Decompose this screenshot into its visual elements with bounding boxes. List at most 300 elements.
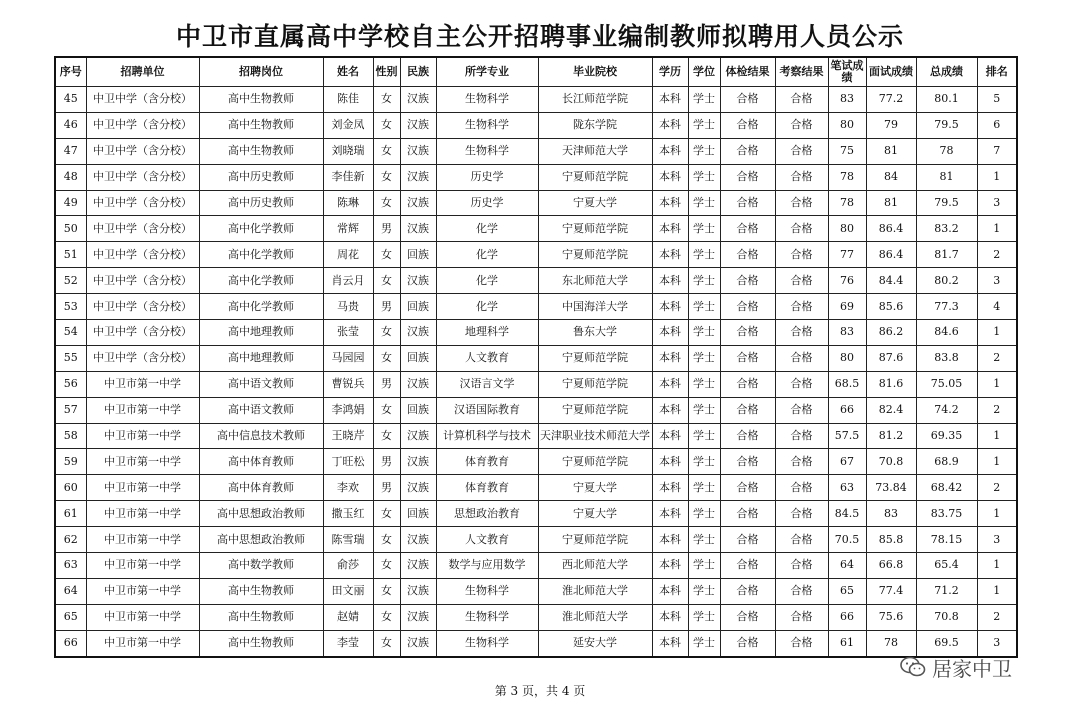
table-cell: 79 — [866, 112, 916, 138]
table-cell: 56 — [55, 371, 86, 397]
table-cell: 80 — [828, 345, 866, 371]
table-cell: 高中地理教师 — [199, 345, 323, 371]
table-cell: 50 — [55, 216, 86, 242]
table-cell: 中卫市第一中学 — [86, 449, 199, 475]
table-cell: 高中化学教师 — [199, 242, 323, 268]
column-header: 性别 — [373, 57, 400, 87]
table-cell: 张莹 — [323, 320, 373, 346]
table-cell: 本科 — [652, 345, 688, 371]
table-cell: 长江师范学院 — [538, 87, 652, 113]
table-cell: 合格 — [720, 112, 775, 138]
table-cell: 汉族 — [400, 268, 436, 294]
table-cell: 75.05 — [916, 371, 977, 397]
table-cell: 3 — [977, 190, 1017, 216]
table-cell: 男 — [373, 294, 400, 320]
table-cell: 中卫中学（含分校） — [86, 138, 199, 164]
table-cell: 合格 — [775, 553, 828, 579]
column-header: 民族 — [400, 57, 436, 87]
table-cell: 汉族 — [400, 320, 436, 346]
table-cell: 学士 — [688, 294, 720, 320]
table-cell: 生物科学 — [436, 112, 538, 138]
table-cell: 81 — [916, 164, 977, 190]
table-cell: 高中历史教师 — [199, 190, 323, 216]
table-cell: 64 — [55, 578, 86, 604]
table-cell: 天津职业技术师范大学 — [538, 423, 652, 449]
page-footer: 第 3 页，共 4 页 — [494, 684, 586, 698]
table-cell: 60 — [55, 475, 86, 501]
table-cell: 中卫市第一中学 — [86, 578, 199, 604]
table-cell: 本科 — [652, 190, 688, 216]
table-cell: 高中信息技术教师 — [199, 423, 323, 449]
table-cell: 学士 — [688, 138, 720, 164]
table-cell: 61 — [828, 630, 866, 656]
column-header: 姓名 — [323, 57, 373, 87]
table-cell: 本科 — [652, 449, 688, 475]
table-cell: 汉族 — [400, 164, 436, 190]
table-cell: 宁夏师范学院 — [538, 449, 652, 475]
column-header: 体检结果 — [720, 57, 775, 87]
table-cell: 73.84 — [866, 475, 916, 501]
table-cell: 77.4 — [866, 578, 916, 604]
table-cell: 合格 — [775, 630, 828, 656]
table-cell: 合格 — [720, 578, 775, 604]
table-cell: 学士 — [688, 604, 720, 630]
table-row — [55, 578, 1017, 604]
table-cell: 合格 — [775, 397, 828, 423]
table-cell: 63 — [828, 475, 866, 501]
table-cell: 55 — [55, 345, 86, 371]
column-header: 所学专业 — [436, 57, 538, 87]
table-cell: 3 — [977, 527, 1017, 553]
table-cell: 80.2 — [916, 268, 977, 294]
table-cell: 周花 — [323, 242, 373, 268]
table-cell: 学士 — [688, 268, 720, 294]
table-row — [55, 553, 1017, 579]
table-cell: 70.8 — [916, 604, 977, 630]
table-cell: 学士 — [688, 475, 720, 501]
table-cell: 80 — [828, 112, 866, 138]
table-cell: 合格 — [720, 501, 775, 527]
table-cell: 合格 — [720, 320, 775, 346]
table-cell: 70.8 — [866, 449, 916, 475]
table-cell: 合格 — [720, 164, 775, 190]
table-cell: 学士 — [688, 449, 720, 475]
table-cell: 合格 — [720, 190, 775, 216]
table-cell: 高中生物教师 — [199, 138, 323, 164]
table-cell: 计算机科学与技术 — [436, 423, 538, 449]
table-row — [55, 164, 1017, 190]
table-cell: 中卫市第一中学 — [86, 397, 199, 423]
column-header: 面试成绩 — [866, 57, 916, 87]
table-row — [55, 216, 1017, 242]
table-cell: 汉族 — [400, 527, 436, 553]
table-cell: 生物科学 — [436, 578, 538, 604]
table-cell: 83.8 — [916, 345, 977, 371]
table-cell: 合格 — [720, 87, 775, 113]
table-cell: 化学 — [436, 294, 538, 320]
table-cell: 本科 — [652, 87, 688, 113]
table-cell: 马园园 — [323, 345, 373, 371]
table-cell: 生物科学 — [436, 138, 538, 164]
table-cell: 陈琳 — [323, 190, 373, 216]
table-cell: 86.4 — [866, 216, 916, 242]
table-cell: 学士 — [688, 190, 720, 216]
table-cell: 高中思想政治教师 — [199, 527, 323, 553]
table-cell: 学士 — [688, 553, 720, 579]
table-cell: 高中语文教师 — [199, 371, 323, 397]
table-cell: 本科 — [652, 553, 688, 579]
table-cell: 女 — [373, 630, 400, 656]
table-cell: 86.4 — [866, 242, 916, 268]
table-cell: 83 — [828, 87, 866, 113]
table-cell: 人文教育 — [436, 527, 538, 553]
table-cell: 宁夏师范学院 — [538, 371, 652, 397]
table-cell: 76 — [828, 268, 866, 294]
table-cell: 鲁东大学 — [538, 320, 652, 346]
table-cell: 合格 — [720, 449, 775, 475]
table-cell: 女 — [373, 164, 400, 190]
table-cell: 体育教育 — [436, 475, 538, 501]
table-cell: 83 — [866, 501, 916, 527]
table-cell: 汉族 — [400, 112, 436, 138]
table-cell: 历史学 — [436, 164, 538, 190]
table-cell: 81 — [866, 138, 916, 164]
table-cell: 57.5 — [828, 423, 866, 449]
table-cell: 汉族 — [400, 138, 436, 164]
table-cell: 合格 — [775, 604, 828, 630]
table-cell: 66 — [55, 630, 86, 656]
table-cell: 70.5 — [828, 527, 866, 553]
table-cell: 天津师范大学 — [538, 138, 652, 164]
table-cell: 高中语文教师 — [199, 397, 323, 423]
table-cell: 女 — [373, 112, 400, 138]
table-cell: 淮北师范大学 — [538, 578, 652, 604]
table-cell: 宁夏师范学院 — [538, 242, 652, 268]
table-cell: 人文教育 — [436, 345, 538, 371]
table-row — [55, 475, 1017, 501]
table-cell: 合格 — [720, 604, 775, 630]
table-cell: 中卫中学（含分校） — [86, 190, 199, 216]
table-cell: 本科 — [652, 578, 688, 604]
table-cell: 78.15 — [916, 527, 977, 553]
table-cell: 中卫市第一中学 — [86, 423, 199, 449]
table-cell: 学士 — [688, 87, 720, 113]
table-row — [55, 345, 1017, 371]
table-cell: 合格 — [720, 138, 775, 164]
table-cell: 回族 — [400, 501, 436, 527]
table-cell: 中国海洋大学 — [538, 294, 652, 320]
column-header: 学历 — [652, 57, 688, 87]
table-cell: 2 — [977, 475, 1017, 501]
table-cell: 66 — [828, 604, 866, 630]
table-cell: 本科 — [652, 397, 688, 423]
table-cell: 高中体育教师 — [199, 475, 323, 501]
table-cell: 宁夏师范学院 — [538, 345, 652, 371]
table-cell: 本科 — [652, 423, 688, 449]
table-cell: 高中生物教师 — [199, 112, 323, 138]
table-cell: 68.5 — [828, 371, 866, 397]
table-cell: 1 — [977, 216, 1017, 242]
table-cell: 女 — [373, 87, 400, 113]
table-cell: 合格 — [720, 423, 775, 449]
table-cell: 合格 — [775, 345, 828, 371]
table-cell: 合格 — [775, 112, 828, 138]
table-cell: 82.4 — [866, 397, 916, 423]
table-cell: 83 — [828, 320, 866, 346]
table-cell: 曹锐兵 — [323, 371, 373, 397]
table-cell: 汉语国际教育 — [436, 397, 538, 423]
table-cell: 宁夏师范学院 — [538, 164, 652, 190]
table-cell: 西北师范大学 — [538, 553, 652, 579]
table-cell: 合格 — [775, 242, 828, 268]
table-cell: 84 — [866, 164, 916, 190]
table-cell: 合格 — [720, 475, 775, 501]
table-cell: 生物科学 — [436, 87, 538, 113]
column-header: 学位 — [688, 57, 720, 87]
table-cell: 女 — [373, 423, 400, 449]
table-cell: 合格 — [775, 371, 828, 397]
table-cell: 学士 — [688, 112, 720, 138]
table-cell: 1 — [977, 449, 1017, 475]
table-cell: 75.6 — [866, 604, 916, 630]
table-cell: 汉族 — [400, 371, 436, 397]
table-row — [55, 294, 1017, 320]
table-cell: 本科 — [652, 320, 688, 346]
table-cell: 合格 — [720, 397, 775, 423]
table-cell: 中卫中学（含分校） — [86, 294, 199, 320]
table-cell: 85.8 — [866, 527, 916, 553]
table-cell: 1 — [977, 578, 1017, 604]
table-cell: 男 — [373, 449, 400, 475]
table-cell: 回族 — [400, 345, 436, 371]
table-cell: 67 — [828, 449, 866, 475]
column-header: 总成绩 — [916, 57, 977, 87]
table-cell: 84.6 — [916, 320, 977, 346]
table-cell: 46 — [55, 112, 86, 138]
table-cell: 合格 — [720, 268, 775, 294]
table-row — [55, 112, 1017, 138]
table-cell: 68.9 — [916, 449, 977, 475]
table-cell: 化学 — [436, 242, 538, 268]
table-cell: 本科 — [652, 630, 688, 656]
table-cell: 宁夏师范学院 — [538, 216, 652, 242]
table-cell: 合格 — [775, 164, 828, 190]
watermark-text: 居家中卫 — [932, 656, 1012, 681]
table-cell: 丁旺松 — [323, 449, 373, 475]
table-body — [55, 87, 1017, 657]
table-cell: 84.5 — [828, 501, 866, 527]
table-cell: 生物科学 — [436, 630, 538, 656]
table-cell: 80 — [828, 216, 866, 242]
column-header: 招聘单位 — [86, 57, 199, 87]
table-cell: 2 — [977, 397, 1017, 423]
table-cell: 本科 — [652, 242, 688, 268]
table-cell: 合格 — [775, 138, 828, 164]
table-cell: 汉族 — [400, 604, 436, 630]
table-cell: 52 — [55, 268, 86, 294]
table-cell: 合格 — [720, 527, 775, 553]
table-cell: 中卫市第一中学 — [86, 630, 199, 656]
table-cell: 高中体育教师 — [199, 449, 323, 475]
table-row — [55, 138, 1017, 164]
table-cell: 汉族 — [400, 553, 436, 579]
table-cell: 69.5 — [916, 630, 977, 656]
table-cell: 李莹 — [323, 630, 373, 656]
table-cell: 63 — [55, 553, 86, 579]
table-cell: 常辉 — [323, 216, 373, 242]
table-cell: 李佳新 — [323, 164, 373, 190]
table-cell: 69.35 — [916, 423, 977, 449]
table-cell: 6 — [977, 112, 1017, 138]
table-cell: 本科 — [652, 294, 688, 320]
table-cell: 刘金凤 — [323, 112, 373, 138]
table-cell: 中卫市第一中学 — [86, 604, 199, 630]
table-cell: 53 — [55, 294, 86, 320]
table-cell: 合格 — [775, 216, 828, 242]
table-cell: 66.8 — [866, 553, 916, 579]
table-cell: 66 — [828, 397, 866, 423]
table-cell: 合格 — [775, 423, 828, 449]
table-cell: 59 — [55, 449, 86, 475]
table-cell: 本科 — [652, 112, 688, 138]
table-cell: 本科 — [652, 138, 688, 164]
table-cell: 女 — [373, 242, 400, 268]
table-cell: 女 — [373, 397, 400, 423]
column-header: 排名 — [977, 57, 1017, 87]
table-cell: 学士 — [688, 216, 720, 242]
table-cell: 汉族 — [400, 578, 436, 604]
table-cell: 合格 — [775, 475, 828, 501]
table-cell: 本科 — [652, 268, 688, 294]
table-cell: 王晓芹 — [323, 423, 373, 449]
table-cell: 85.6 — [866, 294, 916, 320]
table-cell: 东北师范大学 — [538, 268, 652, 294]
wechat-icon — [900, 656, 926, 678]
table-cell: 1 — [977, 423, 1017, 449]
table-row — [55, 630, 1017, 656]
table-cell: 中卫中学（含分校） — [86, 242, 199, 268]
table-cell: 54 — [55, 320, 86, 346]
table-header — [55, 57, 1017, 87]
table-cell: 合格 — [775, 320, 828, 346]
table-cell: 合格 — [720, 216, 775, 242]
table-cell: 81 — [866, 190, 916, 216]
table-cell: 79.5 — [916, 190, 977, 216]
table-cell: 学士 — [688, 345, 720, 371]
table-cell: 田文丽 — [323, 578, 373, 604]
table-row — [55, 449, 1017, 475]
table-cell: 学士 — [688, 397, 720, 423]
table-cell: 64 — [828, 553, 866, 579]
table-cell: 女 — [373, 345, 400, 371]
table-cell: 地理科学 — [436, 320, 538, 346]
table-cell: 女 — [373, 501, 400, 527]
table-cell: 3 — [977, 630, 1017, 656]
table-cell: 刘晓瑞 — [323, 138, 373, 164]
table-cell: 李鸿娟 — [323, 397, 373, 423]
table-cell: 合格 — [720, 242, 775, 268]
table-cell: 学士 — [688, 320, 720, 346]
table-cell: 本科 — [652, 604, 688, 630]
table-cell: 高中生物教师 — [199, 604, 323, 630]
table-cell: 数学与应用数学 — [436, 553, 538, 579]
table-cell: 女 — [373, 604, 400, 630]
table-cell: 中卫中学（含分校） — [86, 164, 199, 190]
table-cell: 高中化学教师 — [199, 268, 323, 294]
table-row — [55, 397, 1017, 423]
recruitment-table — [54, 56, 1018, 658]
table-cell: 58 — [55, 423, 86, 449]
table-cell: 马贵 — [323, 294, 373, 320]
table-cell: 回族 — [400, 294, 436, 320]
table-cell: 45 — [55, 87, 86, 113]
table-cell: 3 — [977, 268, 1017, 294]
table-cell: 历史学 — [436, 190, 538, 216]
table-cell: 中卫市第一中学 — [86, 371, 199, 397]
table-cell: 女 — [373, 578, 400, 604]
table-cell: 合格 — [775, 294, 828, 320]
table-cell: 合格 — [720, 371, 775, 397]
table-cell: 陇东学院 — [538, 112, 652, 138]
table-cell: 79.5 — [916, 112, 977, 138]
table-cell: 78 — [828, 164, 866, 190]
table-cell: 体育教育 — [436, 449, 538, 475]
table-cell: 68.42 — [916, 475, 977, 501]
table-cell: 69 — [828, 294, 866, 320]
table-cell: 李欢 — [323, 475, 373, 501]
table-row — [55, 604, 1017, 630]
table-row — [55, 423, 1017, 449]
table-cell: 81.7 — [916, 242, 977, 268]
column-header: 考察结果 — [775, 57, 828, 87]
table-cell: 陈雪瑞 — [323, 527, 373, 553]
table-cell: 学士 — [688, 501, 720, 527]
table-cell: 65 — [55, 604, 86, 630]
table-cell: 62 — [55, 527, 86, 553]
table-cell: 学士 — [688, 164, 720, 190]
table-cell: 74.2 — [916, 397, 977, 423]
table-cell: 中卫市第一中学 — [86, 527, 199, 553]
table-cell: 1 — [977, 164, 1017, 190]
table-cell: 5 — [977, 87, 1017, 113]
table-cell: 合格 — [720, 294, 775, 320]
table-cell: 学士 — [688, 630, 720, 656]
table-cell: 回族 — [400, 397, 436, 423]
table-cell: 48 — [55, 164, 86, 190]
table-cell: 赵婧 — [323, 604, 373, 630]
table-cell: 撒玉红 — [323, 501, 373, 527]
table-cell: 81.2 — [866, 423, 916, 449]
table-cell: 宁夏大学 — [538, 501, 652, 527]
table-cell: 49 — [55, 190, 86, 216]
table-cell: 合格 — [775, 449, 828, 475]
table-cell: 78 — [916, 138, 977, 164]
column-header: 招聘岗位 — [199, 57, 323, 87]
table-cell: 高中化学教师 — [199, 216, 323, 242]
column-header: 序号 — [55, 57, 86, 87]
column-header: 毕业院校 — [538, 57, 652, 87]
table-cell: 本科 — [652, 371, 688, 397]
table-cell: 男 — [373, 371, 400, 397]
table-cell: 肖云月 — [323, 268, 373, 294]
table-row — [55, 190, 1017, 216]
table-cell: 合格 — [775, 87, 828, 113]
table-cell: 本科 — [652, 475, 688, 501]
table-cell: 1 — [977, 501, 1017, 527]
table-cell: 中卫中学（含分校） — [86, 216, 199, 242]
table-cell: 化学 — [436, 216, 538, 242]
table-cell: 汉语言文学 — [436, 371, 538, 397]
